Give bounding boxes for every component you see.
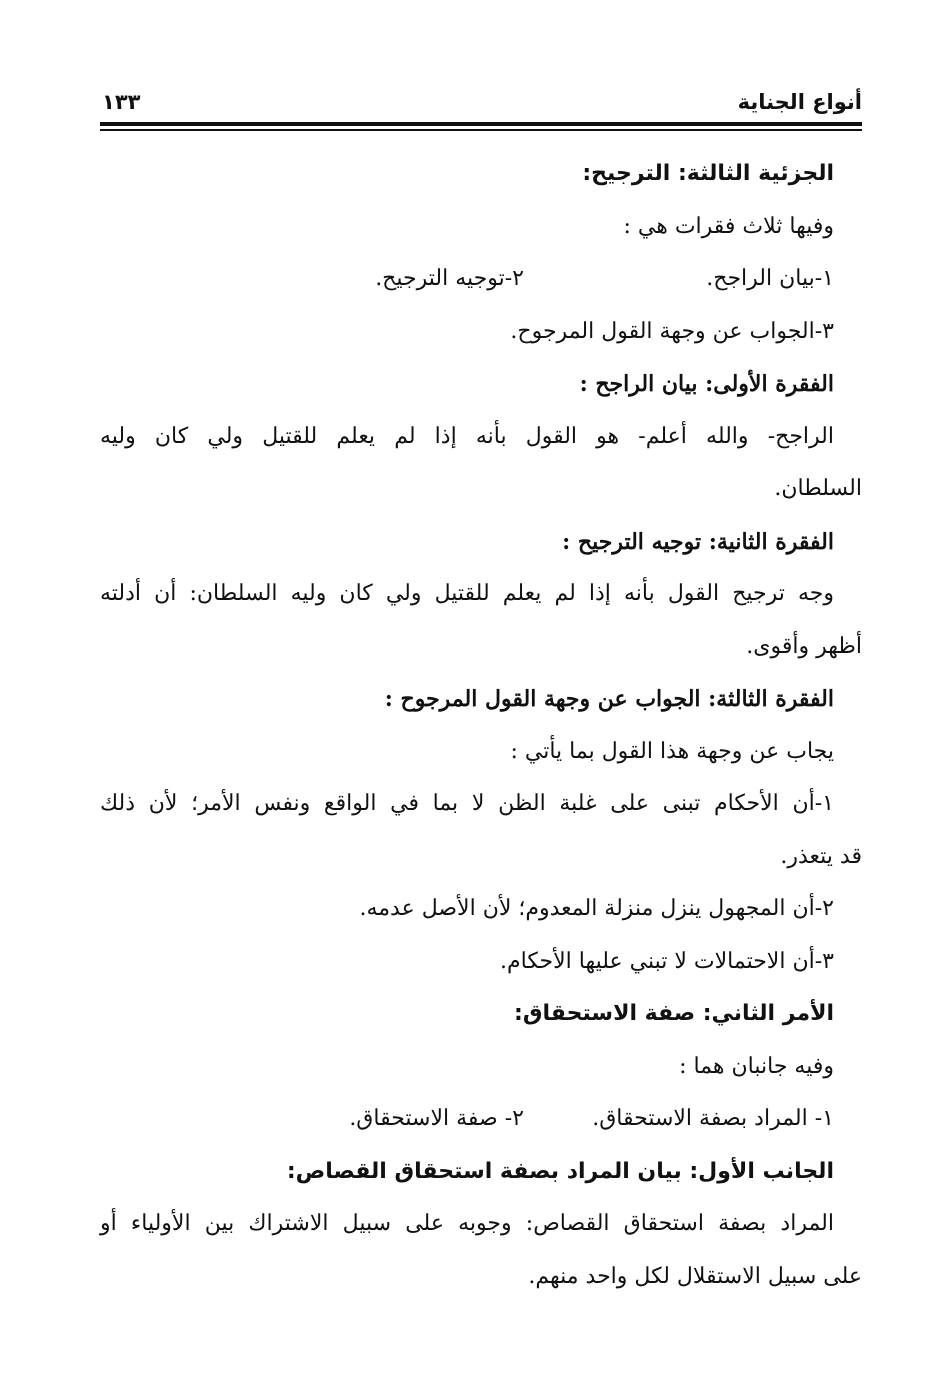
subsection-heading: الفقرة الثالثة: الجواب عن وجهة القول المرجوح : xyxy=(384,686,834,712)
paragraph-line: على سبيل الاستقلال لكل واحد منهم. xyxy=(528,1263,862,1289)
paragraph-line: المراد بصفة استحقاق القصاص: وجوبه على سبيل الاشتراك بين الأولياء أو xyxy=(100,1211,834,1236)
subsection-heading: الفقرة الأولى: بيان الراجح : xyxy=(579,371,834,397)
paragraph-line: وجه ترجيح القول بأنه إذا لم يعلم للقتيل ولي كان وليه السلطان: أن أدلته xyxy=(100,581,834,606)
header-rule-thick xyxy=(100,122,862,126)
page-header xyxy=(100,88,862,124)
subsection-heading: الفقرة الثانية: توجيه الترجيح : xyxy=(562,528,834,555)
list-item: ١-أن الأحكام تبنى على غلبة الظن لا بما في الواقع ونفس الأمر؛ لأن ذلك xyxy=(100,791,834,816)
list-item: ٣-أن الاحتمالات لا تبني عليها الأحكام. xyxy=(500,948,834,974)
list-item: ١-بيان الراجح. xyxy=(706,266,834,291)
list-item: ٢- صفة الاستحقاق. xyxy=(349,1106,524,1131)
section-heading: الجانب الأول: بيان المراد بصفة استحقاق القصاص: xyxy=(286,1158,834,1184)
list-pair xyxy=(100,1093,862,1146)
paragraph-line: وفيه جانبان هما : xyxy=(679,1053,834,1079)
list-item: ٣-الجواب عن وجهة القول المرجوح. xyxy=(510,318,834,344)
section-heading: الجزئية الثالثة: الترجيح: xyxy=(582,161,834,186)
paragraph-line: أظهر وأقوى. xyxy=(746,633,862,659)
list-item: ٢-توجيه الترجيح. xyxy=(375,266,524,291)
page-number: ١٣٣ xyxy=(102,90,141,114)
body-text xyxy=(100,148,862,1303)
paragraph-line: السلطان. xyxy=(774,476,862,501)
header-rule-thin xyxy=(100,129,862,131)
list-item: ٢-أن المجهول ينزل منزلة المعدوم؛ لأن الأصل عدمه. xyxy=(359,896,834,921)
paragraph-line: يجاب عن وجهة هذا القول بما يأتي : xyxy=(510,738,834,764)
list-pair xyxy=(100,253,862,306)
section-heading: الأمر الثاني: صفة الاستحقاق: xyxy=(514,1001,834,1026)
running-title: أنواع الجناية xyxy=(737,90,862,114)
paragraph-line: قد يتعذر. xyxy=(780,843,862,869)
paragraph-line: الراجح- والله أعلم- هو القول بأنه إذا لم يعلم للقتيل ولي كان وليه xyxy=(100,423,834,449)
list-item: ١- المراد بصفة الاستحقاق. xyxy=(592,1106,834,1131)
paragraph-line: وفيها ثلاث فقرات هي : xyxy=(623,213,834,239)
